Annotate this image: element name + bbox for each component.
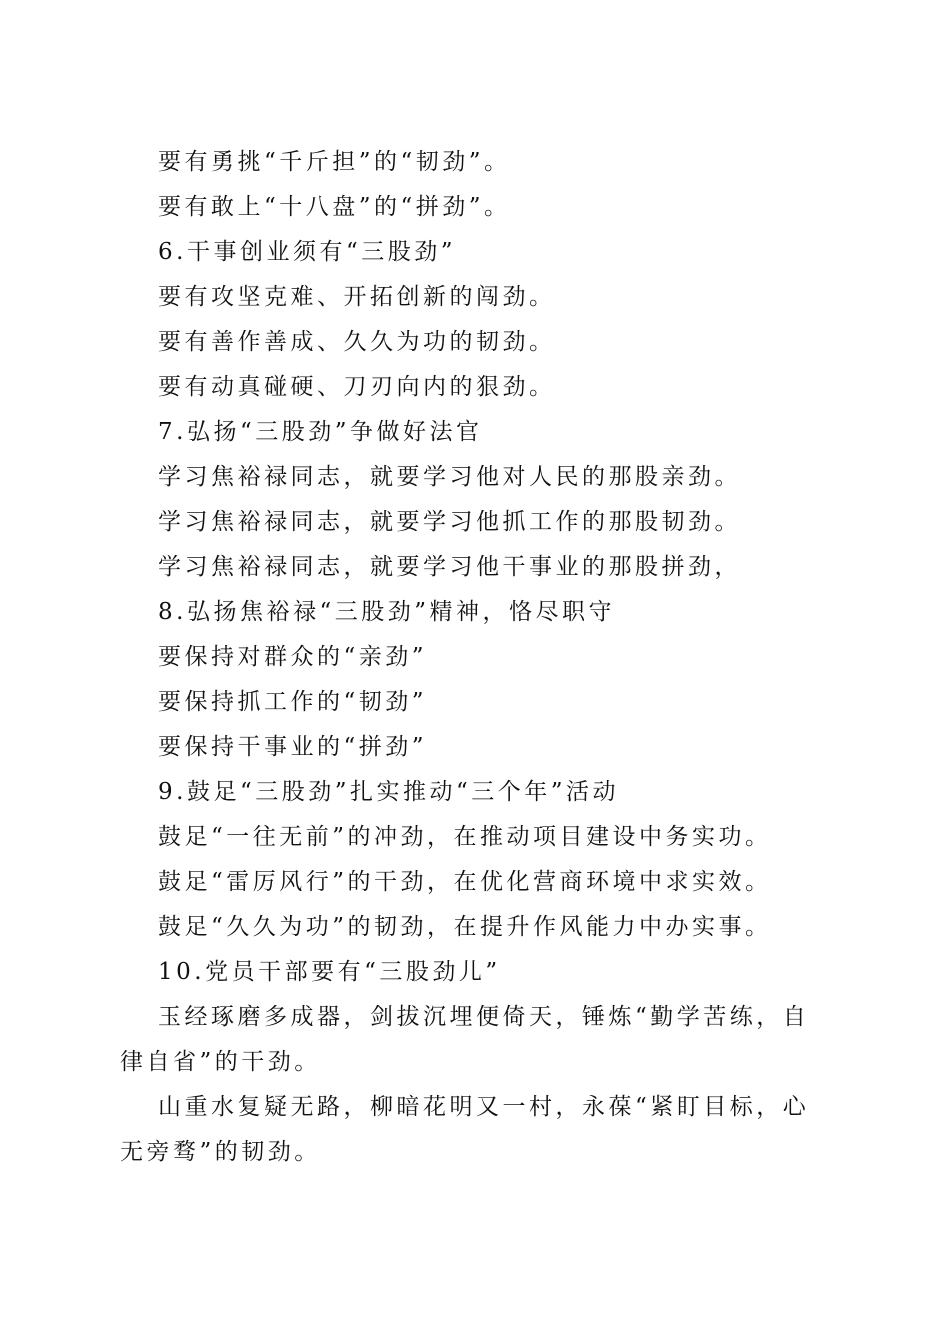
paragraph: 学习焦裕禄同志，就要学习他干事业的那股拼劲， [158,554,741,580]
paragraph: 学习焦裕禄同志，就要学习他对人民的那股亲劲。 [158,464,741,490]
paragraph: 要有动真碰硬、刀刃向内的狠劲。 [158,374,556,400]
paragraph: 要有攻坚克难、开拓创新的闯劲。 [158,284,556,310]
document-body [120,140,830,1175]
section-heading: 10.党员干部要有“三股劲儿” [158,959,501,985]
paragraph: 学习焦裕禄同志，就要学习他抓工作的那股韧劲。 [158,509,741,535]
paragraph: 山重水复疑无路，柳暗花明又一村，永葆“紧盯目标，心无旁骛”的韧劲。 [120,1094,810,1165]
paragraph: 要有敢上“十八盘”的“拼劲”。 [158,194,511,220]
paragraph: 鼓足“久久为功”的韧劲，在提升作风能力中办实事。 [158,914,772,940]
paragraph: 鼓足“一往无前”的冲劲，在推动项目建设中务实功。 [158,824,772,850]
paragraph: 要保持抓工作的“韧劲” [158,689,428,715]
section-heading: 9.鼓足“三股劲”扎实推动“三个年”活动 [158,779,619,805]
paragraph: 鼓足“雷厉风行”的干劲，在优化营商环境中求实效。 [158,869,772,895]
section-heading: 7.弘扬“三股劲”争做好法官 [158,419,483,445]
section-heading: 6.干事创业须有“三股劲” [158,239,456,265]
paragraph: 要有勇挑“千斤担”的“韧劲”。 [158,149,511,175]
paragraph: 要保持对群众的“亲劲” [158,644,428,670]
paragraph: 要有善作善成、久久为功的韧劲。 [158,329,556,355]
section-heading: 8.弘扬焦裕禄“三股劲”精神，恪尽职守 [158,599,615,625]
paragraph: 玉经琢磨多成器，剑拔沉埋便倚天，锤炼“勤学苦练，自律自省”的干劲。 [120,1004,810,1075]
paragraph: 要保持干事业的“拼劲” [158,734,428,760]
